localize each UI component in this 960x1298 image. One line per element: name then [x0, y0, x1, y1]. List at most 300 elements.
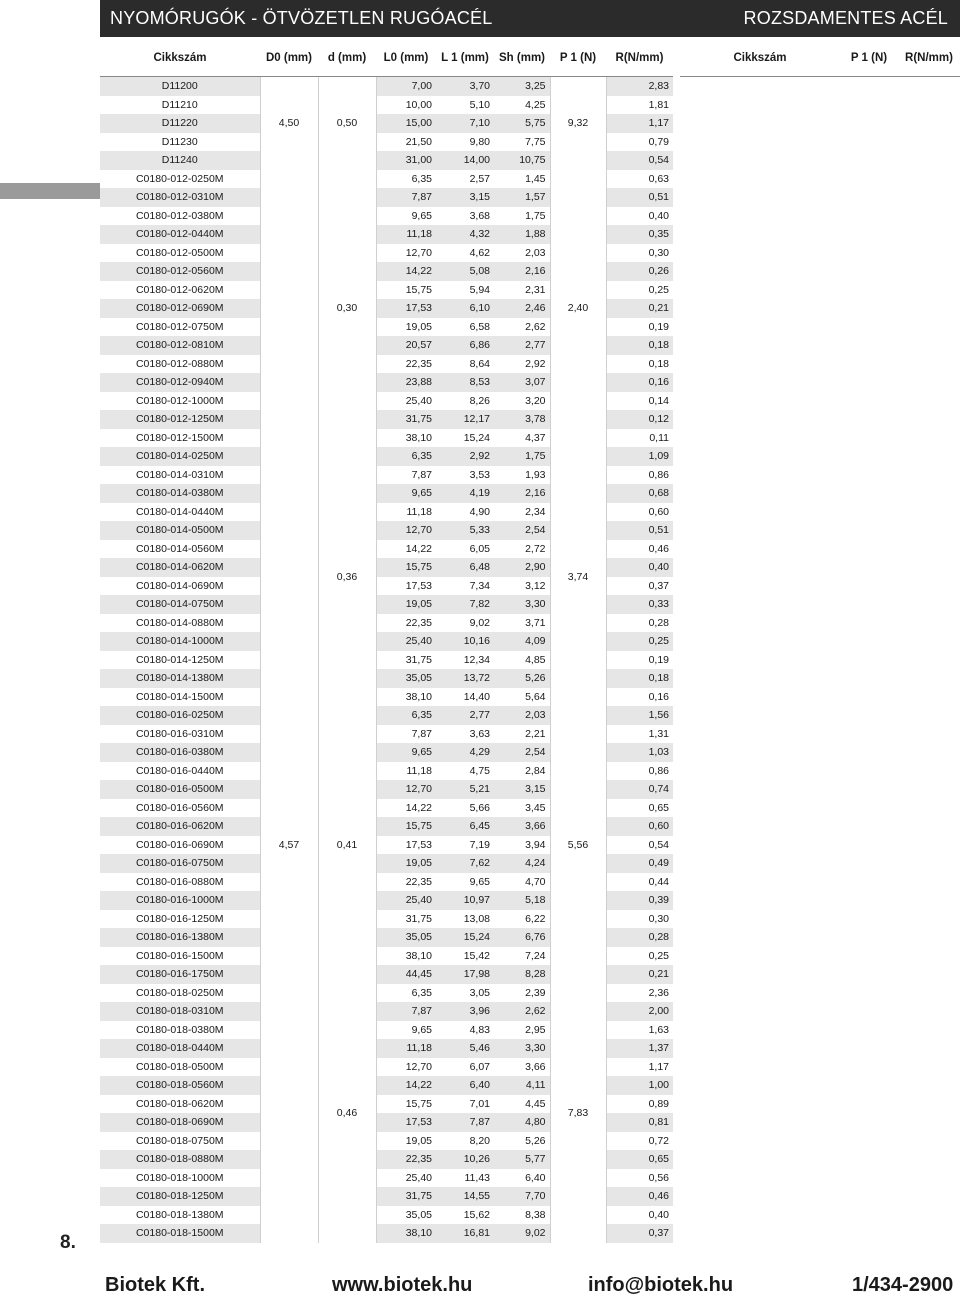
item-code: C0180-016-0380M	[100, 743, 260, 762]
l0-cell: 17,53	[376, 577, 436, 596]
l1-cell: 4,83	[436, 1021, 494, 1040]
l0-cell: 31,00	[376, 151, 436, 170]
page-number: 8.	[60, 1232, 76, 1253]
item-code: C0180-014-0500M	[100, 521, 260, 540]
l0-cell: 19,05	[376, 1132, 436, 1151]
right-header-cell-2: R(N/mm)	[898, 40, 960, 77]
rate-cell: 0,21	[606, 299, 673, 318]
sh-cell: 3,71	[494, 614, 550, 633]
spring-image	[38, 80, 68, 208]
sh-cell: 4,85	[494, 651, 550, 670]
l1-cell: 5,08	[436, 262, 494, 281]
item-code: C0180-014-1380M	[100, 669, 260, 688]
left-header-cell-4: L 1 (mm)	[436, 40, 494, 77]
sh-cell: 5,18	[494, 891, 550, 910]
sh-cell: 3,07	[494, 373, 550, 392]
rate-cell: 0,54	[606, 151, 673, 170]
item-code: C0180-012-0810M	[100, 336, 260, 355]
l0-cell: 17,53	[376, 299, 436, 318]
sh-cell: 4,09	[494, 632, 550, 651]
rate-cell: 0,86	[606, 466, 673, 485]
l1-cell: 15,42	[436, 947, 494, 966]
l0-cell: 38,10	[376, 688, 436, 707]
item-code: C0180-018-0750M	[100, 1132, 260, 1151]
item-code: C0180-012-0250M	[100, 170, 260, 189]
footer-company: Biotek Kft.	[105, 1274, 205, 1296]
item-code: D11220	[100, 114, 260, 133]
rate-cell: 0,65	[606, 1150, 673, 1169]
rate-cell: 0,14	[606, 392, 673, 411]
l0-cell: 9,65	[376, 743, 436, 762]
l1-cell: 3,05	[436, 984, 494, 1003]
l0-cell: 6,35	[376, 706, 436, 725]
rate-cell: 0,18	[606, 669, 673, 688]
l0-cell: 19,05	[376, 318, 436, 337]
l1-cell: 5,10	[436, 96, 494, 115]
item-code: C0180-014-0310M	[100, 466, 260, 485]
rate-cell: 0,40	[606, 207, 673, 226]
sh-cell: 3,25	[494, 77, 550, 96]
sh-cell: 2,31	[494, 281, 550, 300]
item-code: C0180-012-0440M	[100, 225, 260, 244]
sh-cell: 3,20	[494, 392, 550, 411]
item-code: C0180-018-0880M	[100, 1150, 260, 1169]
rate-cell: 0,39	[606, 891, 673, 910]
sh-cell: 4,11	[494, 1076, 550, 1095]
sh-cell: 3,66	[494, 817, 550, 836]
rate-cell: 2,83	[606, 77, 673, 96]
l0-cell: 25,40	[376, 632, 436, 651]
rate-cell: 0,81	[606, 1113, 673, 1132]
d0-cell: 4,57	[260, 706, 318, 984]
l0-cell: 17,53	[376, 836, 436, 855]
wire-d-cell: 0,50	[318, 77, 376, 170]
l0-cell: 11,18	[376, 225, 436, 244]
l1-cell: 3,63	[436, 725, 494, 744]
item-code: C0180-016-0750M	[100, 854, 260, 873]
rate-cell: 2,00	[606, 1002, 673, 1021]
rate-cell: 0,25	[606, 632, 673, 651]
item-code: C0180-018-0440M	[100, 1039, 260, 1058]
l0-cell: 12,70	[376, 521, 436, 540]
rate-cell: 0,30	[606, 244, 673, 263]
item-code: C0180-012-0750M	[100, 318, 260, 337]
l1-cell: 2,77	[436, 706, 494, 725]
item-code: D11230	[100, 133, 260, 152]
item-code: C0180-016-0500M	[100, 780, 260, 799]
sh-cell: 1,75	[494, 207, 550, 226]
l1-cell: 10,26	[436, 1150, 494, 1169]
item-code: C0180-012-0310M	[100, 188, 260, 207]
item-code: C0180-012-1250M	[100, 410, 260, 429]
sh-cell: 1,57	[494, 188, 550, 207]
item-code: C0180-014-0620M	[100, 558, 260, 577]
l0-cell: 19,05	[376, 854, 436, 873]
l0-cell: 15,00	[376, 114, 436, 133]
l0-cell: 15,75	[376, 1095, 436, 1114]
l1-cell: 6,10	[436, 299, 494, 318]
rate-cell: 0,19	[606, 651, 673, 670]
l0-cell: 22,35	[376, 614, 436, 633]
sh-cell: 2,16	[494, 484, 550, 503]
l0-cell: 31,75	[376, 1187, 436, 1206]
sh-cell: 1,93	[494, 466, 550, 485]
l1-cell: 4,90	[436, 503, 494, 522]
l0-cell: 12,70	[376, 1058, 436, 1077]
item-code: C0180-018-0310M	[100, 1002, 260, 1021]
sh-cell: 4,24	[494, 854, 550, 873]
rate-cell: 0,40	[606, 1206, 673, 1225]
item-code: C0180-014-0690M	[100, 577, 260, 596]
rate-cell: 0,49	[606, 854, 673, 873]
rate-cell: 0,44	[606, 873, 673, 892]
item-code: C0180-018-0620M	[100, 1095, 260, 1114]
l0-cell: 23,88	[376, 373, 436, 392]
sh-cell: 10,75	[494, 151, 550, 170]
l0-cell: 38,10	[376, 1224, 436, 1243]
l0-cell: 10,00	[376, 96, 436, 115]
l1-cell: 6,58	[436, 318, 494, 337]
l1-cell: 7,19	[436, 836, 494, 855]
left-header-cell-2: d (mm)	[318, 40, 376, 77]
l0-cell: 14,22	[376, 540, 436, 559]
item-code: C0180-014-1000M	[100, 632, 260, 651]
sh-cell: 3,94	[494, 836, 550, 855]
l1-cell: 15,24	[436, 928, 494, 947]
rate-cell: 0,79	[606, 133, 673, 152]
wire-d-cell: 0,36	[318, 447, 376, 706]
sh-cell: 9,02	[494, 1224, 550, 1243]
l0-cell: 21,50	[376, 133, 436, 152]
item-code: C0180-012-1000M	[100, 392, 260, 411]
d0-cell	[260, 984, 318, 1243]
wire-d-cell: 0,30	[318, 170, 376, 448]
sh-cell: 6,22	[494, 910, 550, 929]
rate-cell: 1,63	[606, 1021, 673, 1040]
carbon-steel-table	[100, 40, 673, 1243]
rate-cell: 0,30	[606, 910, 673, 929]
l1-cell: 16,81	[436, 1224, 494, 1243]
sh-cell: 5,77	[494, 1150, 550, 1169]
item-code: C0180-012-0380M	[100, 207, 260, 226]
item-code: C0180-014-0440M	[100, 503, 260, 522]
l0-cell: 9,65	[376, 484, 436, 503]
l0-cell: 31,75	[376, 410, 436, 429]
sh-cell: 5,75	[494, 114, 550, 133]
sh-cell: 2,54	[494, 521, 550, 540]
l1-cell: 8,20	[436, 1132, 494, 1151]
l1-cell: 4,29	[436, 743, 494, 762]
footer-website: www.biotek.hu	[332, 1274, 473, 1296]
l1-cell: 11,43	[436, 1169, 494, 1188]
rate-cell: 1,37	[606, 1039, 673, 1058]
sh-cell: 2,03	[494, 706, 550, 725]
l1-cell: 7,34	[436, 577, 494, 596]
l1-cell: 14,40	[436, 688, 494, 707]
right-header-cell-1: P 1 (N)	[840, 40, 898, 77]
d0-cell: 4,50	[260, 77, 318, 170]
sh-cell: 8,28	[494, 965, 550, 984]
l1-cell: 5,66	[436, 799, 494, 818]
l0-cell: 12,70	[376, 244, 436, 263]
footer	[0, 1271, 960, 1298]
sh-cell: 8,38	[494, 1206, 550, 1225]
sh-cell: 2,54	[494, 743, 550, 762]
l0-cell: 22,35	[376, 1150, 436, 1169]
l1-cell: 14,00	[436, 151, 494, 170]
sh-cell: 2,77	[494, 336, 550, 355]
item-code: C0180-014-1250M	[100, 651, 260, 670]
table-row	[100, 984, 673, 1003]
rate-cell: 1,00	[606, 1076, 673, 1095]
sh-cell: 2,72	[494, 540, 550, 559]
sh-cell: 2,16	[494, 262, 550, 281]
wire-d-cell: 0,41	[318, 706, 376, 984]
rate-cell: 0,46	[606, 540, 673, 559]
wire-d-cell: 0,46	[318, 984, 376, 1243]
l1-cell: 9,80	[436, 133, 494, 152]
item-code: C0180-012-0940M	[100, 373, 260, 392]
rate-cell: 0,37	[606, 577, 673, 596]
rate-cell: 0,25	[606, 947, 673, 966]
rate-cell: 0,37	[606, 1224, 673, 1243]
rate-cell: 0,26	[606, 262, 673, 281]
rate-cell: 0,86	[606, 762, 673, 781]
sh-cell: 4,80	[494, 1113, 550, 1132]
rate-cell: 0,51	[606, 188, 673, 207]
item-code: C0180-014-0560M	[100, 540, 260, 559]
l1-cell: 4,75	[436, 762, 494, 781]
l1-cell: 15,62	[436, 1206, 494, 1225]
l1-cell: 9,65	[436, 873, 494, 892]
sh-cell: 6,76	[494, 928, 550, 947]
l1-cell: 8,26	[436, 392, 494, 411]
l0-cell: 6,35	[376, 984, 436, 1003]
sh-cell: 2,92	[494, 355, 550, 374]
l0-cell: 20,57	[376, 336, 436, 355]
l1-cell: 3,15	[436, 188, 494, 207]
left-header-cell-0: Cikkszám	[100, 40, 260, 77]
table-row	[100, 706, 673, 725]
rate-cell: 0,40	[606, 558, 673, 577]
rate-cell: 0,16	[606, 373, 673, 392]
item-code: C0180-018-1250M	[100, 1187, 260, 1206]
rate-cell: 1,56	[606, 706, 673, 725]
item-code: C0180-016-0560M	[100, 799, 260, 818]
stainless-steel-table	[680, 40, 960, 77]
rate-cell: 1,17	[606, 114, 673, 133]
item-code: C0180-018-1000M	[100, 1169, 260, 1188]
l1-cell: 4,19	[436, 484, 494, 503]
footer-phone: 1/434-2900	[852, 1274, 954, 1296]
item-code: C0180-012-0620M	[100, 281, 260, 300]
item-code: C0180-016-0250M	[100, 706, 260, 725]
l1-cell: 5,46	[436, 1039, 494, 1058]
l0-cell: 14,22	[376, 799, 436, 818]
sh-cell: 4,25	[494, 96, 550, 115]
item-code: C0180-016-1000M	[100, 891, 260, 910]
item-code: D11200	[100, 77, 260, 96]
sh-cell: 4,45	[494, 1095, 550, 1114]
l1-cell: 2,57	[436, 170, 494, 189]
item-code: C0180-014-1500M	[100, 688, 260, 707]
l1-cell: 14,55	[436, 1187, 494, 1206]
l0-cell: 11,18	[376, 1039, 436, 1058]
rate-cell: 1,09	[606, 447, 673, 466]
item-code: C0180-018-0250M	[100, 984, 260, 1003]
rate-cell: 0,51	[606, 521, 673, 540]
l1-cell: 12,17	[436, 410, 494, 429]
sh-cell: 7,70	[494, 1187, 550, 1206]
l0-cell: 15,75	[376, 817, 436, 836]
item-code: C0180-012-1500M	[100, 429, 260, 448]
left-header-cell-3: L0 (mm)	[376, 40, 436, 77]
rate-cell: 0,60	[606, 503, 673, 522]
l0-cell: 6,35	[376, 170, 436, 189]
item-code: C0180-016-0880M	[100, 873, 260, 892]
l1-cell: 6,05	[436, 540, 494, 559]
l1-cell: 8,64	[436, 355, 494, 374]
l1-cell: 6,07	[436, 1058, 494, 1077]
l1-cell: 7,87	[436, 1113, 494, 1132]
rate-cell: 0,89	[606, 1095, 673, 1114]
l0-cell: 44,45	[376, 965, 436, 984]
sh-cell: 5,26	[494, 1132, 550, 1151]
d0-cell	[260, 447, 318, 706]
l0-cell: 14,22	[376, 1076, 436, 1095]
sh-cell: 7,24	[494, 947, 550, 966]
sh-cell: 2,90	[494, 558, 550, 577]
l1-cell: 17,98	[436, 965, 494, 984]
item-code: C0180-012-0690M	[100, 299, 260, 318]
item-code: C0180-012-0880M	[100, 355, 260, 374]
left-header-cell-6: P 1 (N)	[550, 40, 606, 77]
rate-cell: 1,31	[606, 725, 673, 744]
l0-cell: 22,35	[376, 873, 436, 892]
item-code: C0180-016-1380M	[100, 928, 260, 947]
item-code: C0180-012-0500M	[100, 244, 260, 263]
sh-cell: 2,62	[494, 1002, 550, 1021]
rate-cell: 0,28	[606, 614, 673, 633]
sh-cell: 2,34	[494, 503, 550, 522]
rate-cell: 0,18	[606, 355, 673, 374]
l0-cell: 19,05	[376, 595, 436, 614]
l0-cell: 31,75	[376, 651, 436, 670]
l1-cell: 13,72	[436, 669, 494, 688]
rate-cell: 0,33	[606, 595, 673, 614]
item-code: D11240	[100, 151, 260, 170]
item-code: C0180-018-0690M	[100, 1113, 260, 1132]
sh-cell: 3,45	[494, 799, 550, 818]
rate-cell: 0,63	[606, 170, 673, 189]
item-code: C0180-012-0560M	[100, 262, 260, 281]
rate-cell: 0,35	[606, 225, 673, 244]
item-code: C0180-016-0620M	[100, 817, 260, 836]
item-code: C0180-016-0310M	[100, 725, 260, 744]
item-code: C0180-018-1380M	[100, 1206, 260, 1225]
table-row	[100, 447, 673, 466]
l0-cell: 7,87	[376, 1002, 436, 1021]
sh-cell: 3,30	[494, 595, 550, 614]
sh-cell: 3,66	[494, 1058, 550, 1077]
l0-cell: 14,22	[376, 262, 436, 281]
d0-cell	[260, 170, 318, 448]
l0-cell: 7,87	[376, 725, 436, 744]
sh-cell: 1,45	[494, 170, 550, 189]
rate-cell: 0,21	[606, 965, 673, 984]
l1-cell: 8,53	[436, 373, 494, 392]
table-row	[100, 170, 673, 189]
sh-cell: 3,12	[494, 577, 550, 596]
item-code: C0180-018-1500M	[100, 1224, 260, 1243]
l1-cell: 5,94	[436, 281, 494, 300]
l1-cell: 3,70	[436, 77, 494, 96]
l1-cell: 7,62	[436, 854, 494, 873]
sh-cell: 2,46	[494, 299, 550, 318]
l1-cell: 10,16	[436, 632, 494, 651]
sh-cell: 1,88	[494, 225, 550, 244]
header-right-title: ROZSDAMENTES ACÉL	[743, 8, 948, 28]
l0-cell: 35,05	[376, 1206, 436, 1225]
rate-cell: 0,18	[606, 336, 673, 355]
l1-cell: 6,86	[436, 336, 494, 355]
item-code: C0180-014-0880M	[100, 614, 260, 633]
rate-cell: 0,16	[606, 688, 673, 707]
sh-cell: 7,75	[494, 133, 550, 152]
sh-cell: 2,84	[494, 762, 550, 781]
rate-cell: 1,03	[606, 743, 673, 762]
l1-cell: 3,96	[436, 1002, 494, 1021]
p1-cell: 3,74	[550, 447, 606, 706]
l0-cell: 38,10	[376, 429, 436, 448]
left-header-cell-7: R(N/mm)	[606, 40, 673, 77]
l1-cell: 12,34	[436, 651, 494, 670]
sh-cell: 2,21	[494, 725, 550, 744]
l1-cell: 4,62	[436, 244, 494, 263]
l0-cell: 6,35	[376, 447, 436, 466]
rate-cell: 0,54	[606, 836, 673, 855]
left-header-cell-1: D0 (mm)	[260, 40, 318, 77]
rate-cell: 0,28	[606, 928, 673, 947]
l0-cell: 35,05	[376, 669, 436, 688]
l1-cell: 7,01	[436, 1095, 494, 1114]
l1-cell: 3,68	[436, 207, 494, 226]
right-header-cell-0: Cikkszám	[680, 40, 840, 77]
l0-cell: 7,87	[376, 188, 436, 207]
l0-cell: 11,18	[376, 503, 436, 522]
rate-cell: 0,46	[606, 1187, 673, 1206]
item-code: C0180-016-0690M	[100, 836, 260, 855]
l1-cell: 4,32	[436, 225, 494, 244]
rate-cell: 0,74	[606, 780, 673, 799]
item-code: C0180-014-0250M	[100, 447, 260, 466]
item-code: C0180-016-1750M	[100, 965, 260, 984]
item-code: C0180-016-1250M	[100, 910, 260, 929]
item-code: C0180-018-0500M	[100, 1058, 260, 1077]
l0-cell: 12,70	[376, 780, 436, 799]
l0-cell: 17,53	[376, 1113, 436, 1132]
l0-cell: 25,40	[376, 891, 436, 910]
header-left-title: NYOMÓRUGÓK - ÖTVÖZETLEN RUGÓACÉL	[110, 8, 493, 28]
item-code: C0180-018-0380M	[100, 1021, 260, 1040]
sh-cell: 2,39	[494, 984, 550, 1003]
l1-cell: 6,45	[436, 817, 494, 836]
sh-cell: 3,30	[494, 1039, 550, 1058]
l0-cell: 22,35	[376, 355, 436, 374]
rate-cell: 0,56	[606, 1169, 673, 1188]
l0-cell: 11,18	[376, 762, 436, 781]
table-row	[100, 77, 673, 96]
